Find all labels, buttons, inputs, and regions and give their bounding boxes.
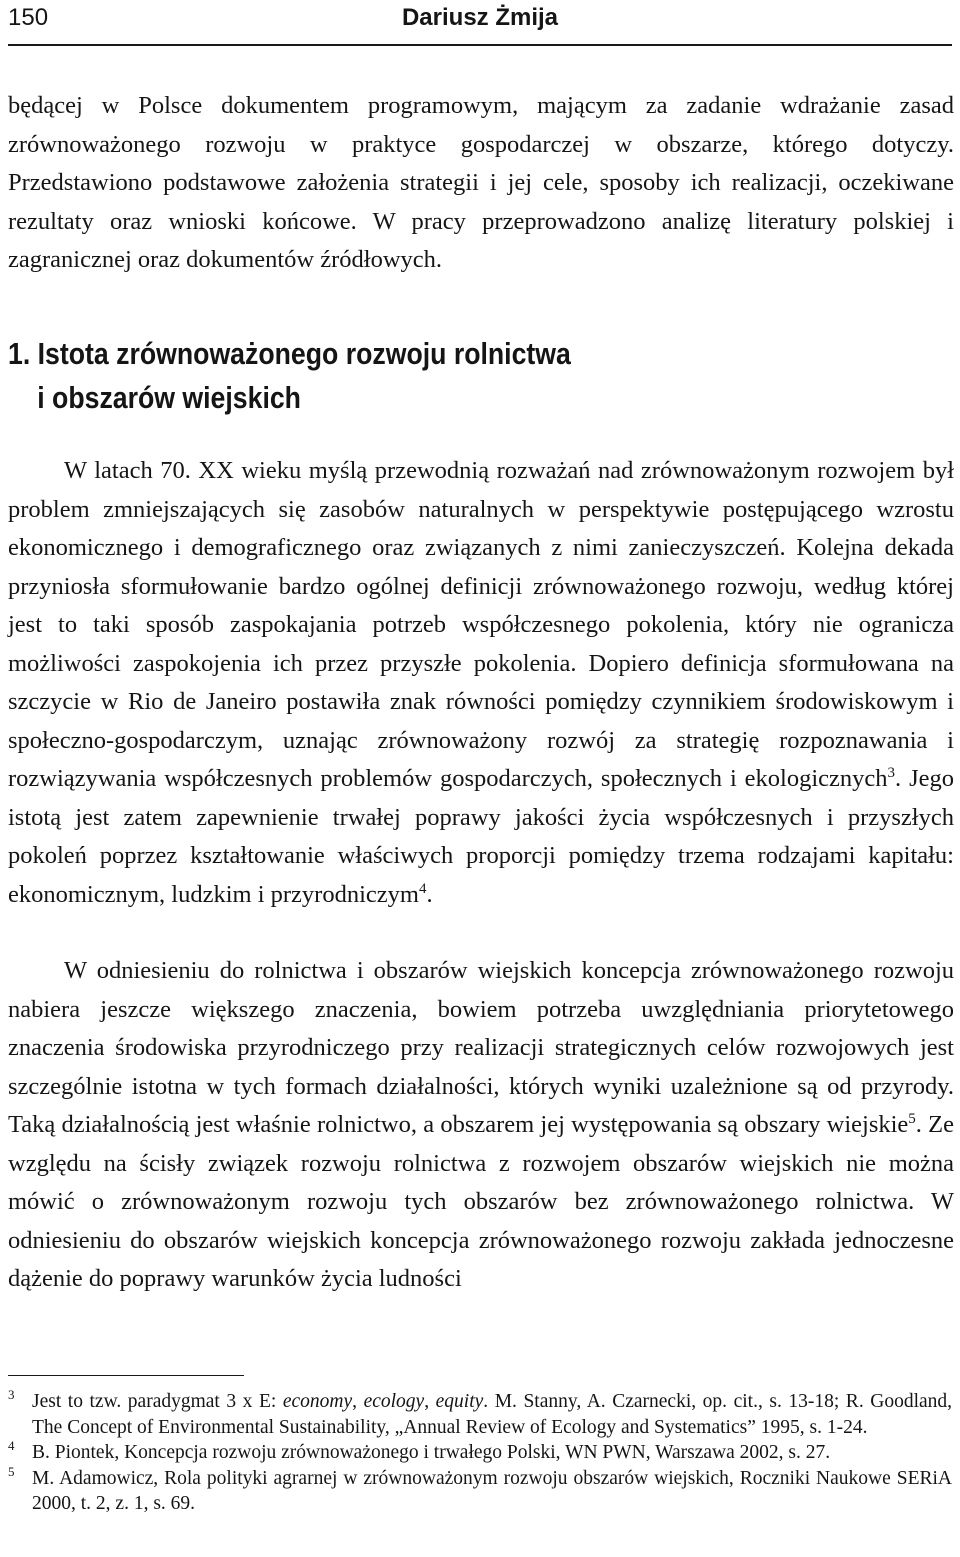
footnote-text: . M. Stanny, A. Czarnecki, op. cit., s. 13-18; R. Goodland, The Concept of Environmental Sustainability, „Annual Review of Ecology and Systematics” 1995, s. 1-24. xyxy=(32,1391,953,1438)
section-heading-line-1: 1. Istota zrównoważonego rozwoju rolnictwa xyxy=(8,336,571,371)
footnote-number: 5 xyxy=(8,1463,15,1479)
footnote-3 xyxy=(8,1389,952,1440)
paragraph-text: . Jego istotą jest zatem zapewnienie trwałej poprawy jakości życia współczesnych i przyszłych pokoleń poprzez kształtowanie właściwych proporcji pomiędzy trzema rodzajami kapitału: ekonomicznym, ludzkim i przyrodniczym xyxy=(8,765,954,908)
footnote-reference: 3 xyxy=(887,765,896,781)
section-heading xyxy=(8,332,571,420)
paragraph-intro: będącej w Polsce dokumentem programowym, mającym za zadanie wdrażanie zasad zrównoważonego rozwoju w praktyce gospodarczej w obszarze, którego dotyczy. Przedstawiono podstawowe założenia strategii i jej cele, sposoby ich realizacji, oczekiwane rezultaty oraz wnioski końcowe. W pracy przeprowadzono analizę literatury polskiej i zagranicznej oraz dokumentów źródłowych. xyxy=(8,92,954,273)
paragraph-text: . Ze względu na ścisły związek rozwoju rolnictwa z rozwojem obszarów wiejskich nie można mówić o zrównoważonym rozwoju tych obszarów bez zrównoważonego rolnictwa. W odniesieniu do obszarów wiejskich koncepcja zrównoważonego rozwoju zakłada jednoczesne dążenie do poprawy warunków życia ludności xyxy=(8,1111,954,1292)
footnote-number: 3 xyxy=(8,1387,15,1402)
footnote-separator: , xyxy=(424,1391,436,1412)
running-head-author: Dariusz Żmija xyxy=(401,4,559,31)
footnote-4 xyxy=(8,1440,952,1466)
footnote-text: M. Adamowicz, Rola polityki agrarnej w zrównoważonym rozwoju obszarów wiejskich, Roczniki Naukowe SERiA 2000, t. 2, z. 1, s. 69. xyxy=(32,1467,952,1514)
footnote-reference: 5 xyxy=(908,1111,916,1127)
paragraph-text: W odniesieniu do rolnictwa i obszarów wiejskich koncepcja zrównoważonego rozwoju nabiera jeszcze większego znaczenia, bowiem potrzeba uwzględniania priorytetowego znaczenia środowiska przyrodniczego przy realizacji strategicznych celów rozwojowych jest szczególnie istotna w tych formach działalności, których wyniki uzależnione są od przyrody. Taką działalnością jest właśnie rolnictwo, a obszarem jej występowania są obszary wiejskie xyxy=(8,957,954,1138)
footnote-text: Jest to tzw. paradygmat 3 x E: xyxy=(32,1391,283,1412)
footnote-5 xyxy=(8,1463,952,1517)
section-heading-line-2: i obszarów wiejskich xyxy=(37,380,301,415)
footnote-number: 4 xyxy=(8,1438,15,1453)
footnote-reference: 4 xyxy=(418,880,427,897)
footnote-italic-term: equity xyxy=(435,1391,484,1412)
page-number: 150 xyxy=(8,4,49,31)
footnote-italic-term: economy xyxy=(282,1391,353,1412)
paragraph-agriculture xyxy=(8,952,954,1299)
footnote-text: B. Piontek, Koncepcja rozwoju zrównoważonego i trwałego Polski, WN PWN, Warszawa 2002, s. 27. xyxy=(32,1442,831,1463)
paragraph-text: W latach 70. XX wieku myślą przewodnią rozważań nad zrównoważonym rozwojem był problem zmniejszających się zasobów naturalnych w perspektywie postępującego wzrostu ekonomicznego i demograficznego oraz związanych z nimi zanieczyszczeń. Kolejna dekada przyniosła sformułowanie bardzo ogólnej definicji zrównoważonego rozwoju, według której jest to taki sposób zaspokajania potrzeb współczesnego pokolenia, który nie ogranicza możliwości zaspokojenia ich przez przyszłe pokolenia. Dopiero definicja sformułowana na szczycie w Rio de Janeiro postawiła znak równości pomiędzy czynnikiem środowiskowym i społeczno-gospodarczym, uznając zrównoważony rozwój za strategię rozpoznawania i rozwiązywania współczesnych problemów gospodarczych, społecznych i ekologicznych xyxy=(8,457,954,792)
footnote-separator: , xyxy=(352,1391,364,1412)
footnote-italic-term: ecology xyxy=(363,1391,425,1412)
page-header xyxy=(8,0,952,46)
footnotes xyxy=(8,1389,952,1517)
footnote-divider xyxy=(8,1375,244,1376)
paragraph-text: . xyxy=(426,880,433,908)
paragraph-definitions xyxy=(8,452,954,914)
